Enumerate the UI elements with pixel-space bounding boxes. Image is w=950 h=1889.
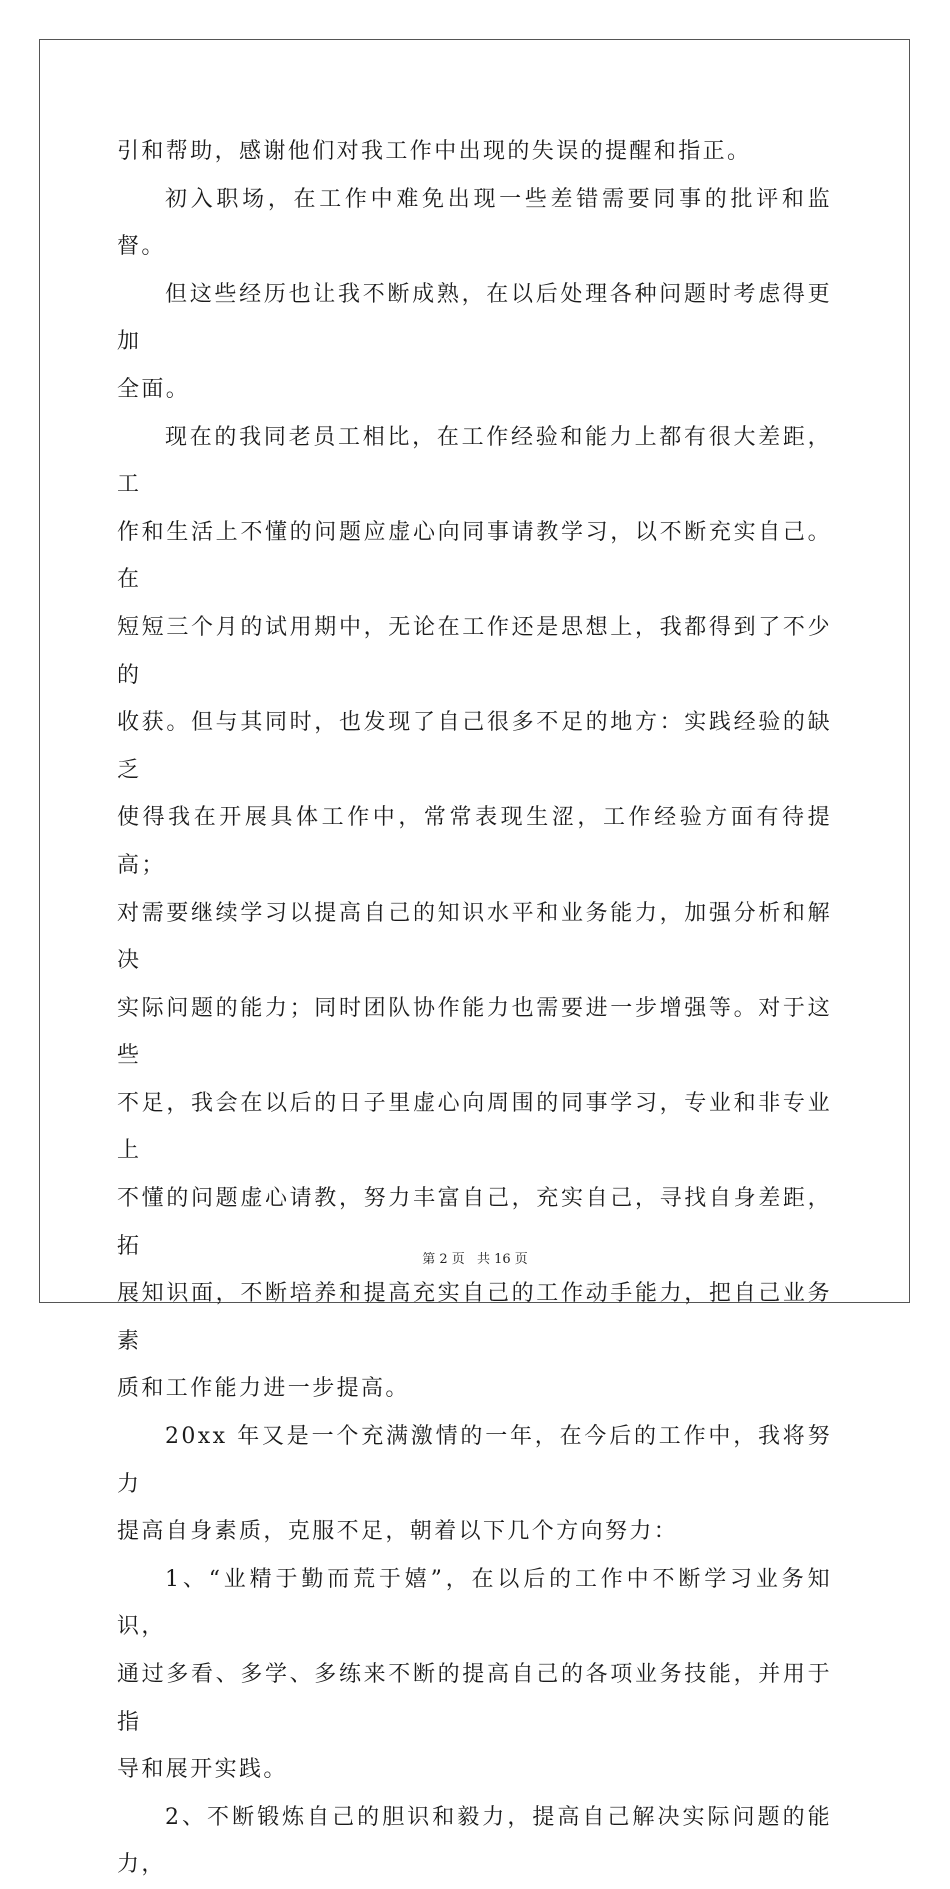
paragraph	[117, 271, 832, 414]
text-line: 质和工作能力进一步提高。	[117, 1376, 410, 1402]
paragraph	[117, 1413, 832, 1556]
text-line: 收获。但与其同时，也发现了自己很多不足的地方：实践经验的缺乏	[117, 710, 832, 783]
text-line: 不懂的问题虚心请教，努力丰富自己，充实自己，寻找自身差距，拓	[117, 1186, 832, 1259]
text-line: 实际问题的能力；同时团队协作能力也需要进一步增强等。对于这些	[117, 995, 832, 1069]
text-line: 但这些经历也让我不断成熟，在以后处理各种问题时考虑得更加	[117, 281, 832, 355]
text-line: 现在的我同老员工相比，在工作经验和能力上都有很大差距，工	[117, 424, 832, 498]
paragraph	[117, 128, 832, 176]
text-line: 初入职场，在工作中难免出现一些差错需要同事的批评和监督。	[117, 186, 832, 260]
text-line: 作和生活上不懂的问题应虚心向同事请教学习，以不断充实自己。在	[117, 519, 832, 593]
text-line: 展知识面，不断培养和提高充实自己的工作动手能力，把自己业务素	[117, 1281, 832, 1354]
text-line: 1、“业精于勤而荒于嬉”，在以后的工作中不断学习业务知识，	[117, 1566, 832, 1640]
page-number: 第 2 页	[422, 1252, 465, 1267]
text-line: 引和帮助，感谢他们对我工作中出现的失误的提醒和指正。	[117, 139, 752, 164]
page-footer	[0, 1248, 950, 1267]
text-line: 2、不断锻炼自己的胆识和毅力，提高自己解决实际问题的能力，	[117, 1804, 832, 1878]
text-line: 提高自身素质，克服不足，朝着以下几个方向努力：	[117, 1519, 679, 1545]
document-body	[117, 128, 832, 1889]
text-line: 使得我在开展具体工作中，常常表现生涩，工作经验方面有待提高；	[117, 805, 832, 878]
text-line: 短短三个月的试用期中，无论在工作还是思想上，我都得到了不少的	[117, 614, 832, 688]
text-line: 对需要继续学习以提高自己的知识水平和业务能力，加强分析和解决	[117, 900, 832, 974]
text-line: 全面。	[117, 376, 191, 402]
paragraph	[117, 176, 832, 271]
text-line: 不足，我会在以后的日子里虚心向周围的同事学习，专业和非专业上	[117, 1090, 832, 1164]
page-total: 共 16 页	[476, 1252, 528, 1267]
text-line: 导和展开实践。	[117, 1757, 288, 1783]
paragraph	[117, 1794, 832, 1889]
text-line: 20xx 年又是一个充满激情的一年，在今后的工作中，我将努力	[117, 1424, 832, 1497]
paragraph	[117, 1556, 832, 1794]
text-line: 通过多看、多学、多练来不断的提高自己的各项业务技能，并用于指	[117, 1662, 832, 1735]
